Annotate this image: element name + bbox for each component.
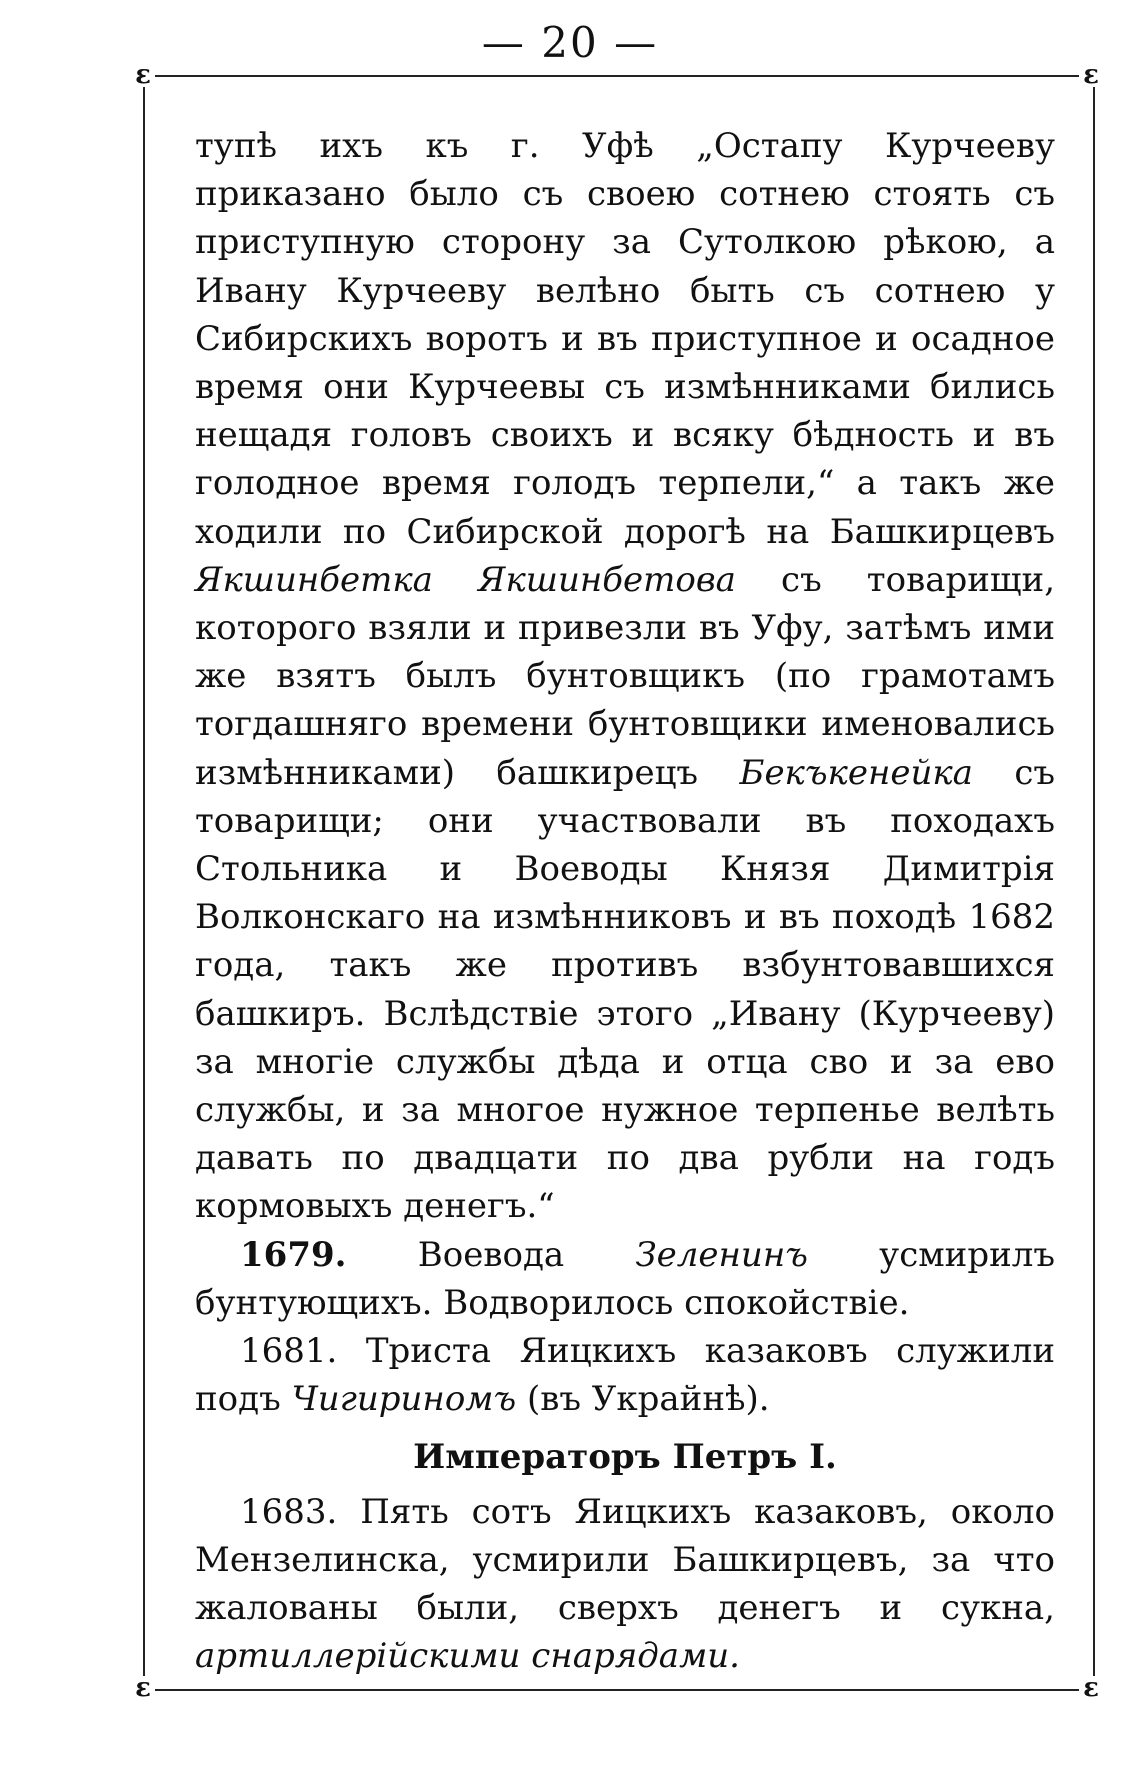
paragraph-1679: 1679. Воевода Зеленинъ усмирилъ бунтующихъ. Водворилось спокойствіе. xyxy=(195,1234,1055,1323)
page-number: — 20 — xyxy=(481,18,659,67)
paragraph-1683: 1683. Пять сотъ Яицкихъ казаковъ, около Мензелинска, усмирили Башкирцевъ, за что жалованы были, сверхъ денегъ и сукна, артиллерійскими снарядами. xyxy=(195,1491,1055,1677)
section-heading: Императоръ Петръ I. xyxy=(413,1437,837,1478)
year-label: 1681. xyxy=(240,1331,338,1372)
year-label: 1683. xyxy=(240,1491,338,1532)
corner-ornament-icon: ɛ xyxy=(131,63,155,87)
paragraph-1: тупѣ ихъ къ г. Уфѣ „Остапу Курчееву приказано было съ своею сотнею стоять съ приступную сторону за Сутолкою рѣкою, а Ивану Курчееву велѣно быть съ сотнею у Сибирскихъ воротъ и въ приступное и осадное время они Курчеевы съ измѣнниками бились нещадя головъ своихъ и всяку бѣдность и въ голодное время голодъ терпели,“ а такъ же ходили по Сибирской дорогѣ на Башкирцевъ Якшинбетка Якшинбетова съ товарищи, которого взяли и привезли въ Уфу, затѣмъ ими же взятъ былъ бунтовщикъ (по грамотамъ тогдашняго времени бунтовщики именовались измѣнниками) башкирецъ Бекъкенейка съ товарищи; они участвовали въ походахъ Стольника и Воеводы Князя Димитрія Волконскаго на измѣнниковъ и въ походѣ 1682 года, такъ же противъ взбунтовавшихся башкиръ. Вслѣдствіе этого „Ивану (Курчееву) за многіе службы дѣда и отца сво и за ево службы, и за многое нужное терпенье велѣть давать по двадцати по два рубли на годъ кормовыхъ денегъ.“ xyxy=(195,126,1055,1227)
corner-ornament-icon: ɛ xyxy=(131,1676,155,1700)
corner-ornament-icon: ɛ xyxy=(1079,1676,1103,1700)
year-label: 1679. xyxy=(240,1234,347,1275)
body-text xyxy=(195,122,1055,1681)
paragraph-1681: 1681. Триста Яицкихъ казаковъ служили подъ Чигириномъ (въ Украйнѣ). xyxy=(195,1331,1055,1420)
corner-ornament-icon: ɛ xyxy=(1079,63,1103,87)
